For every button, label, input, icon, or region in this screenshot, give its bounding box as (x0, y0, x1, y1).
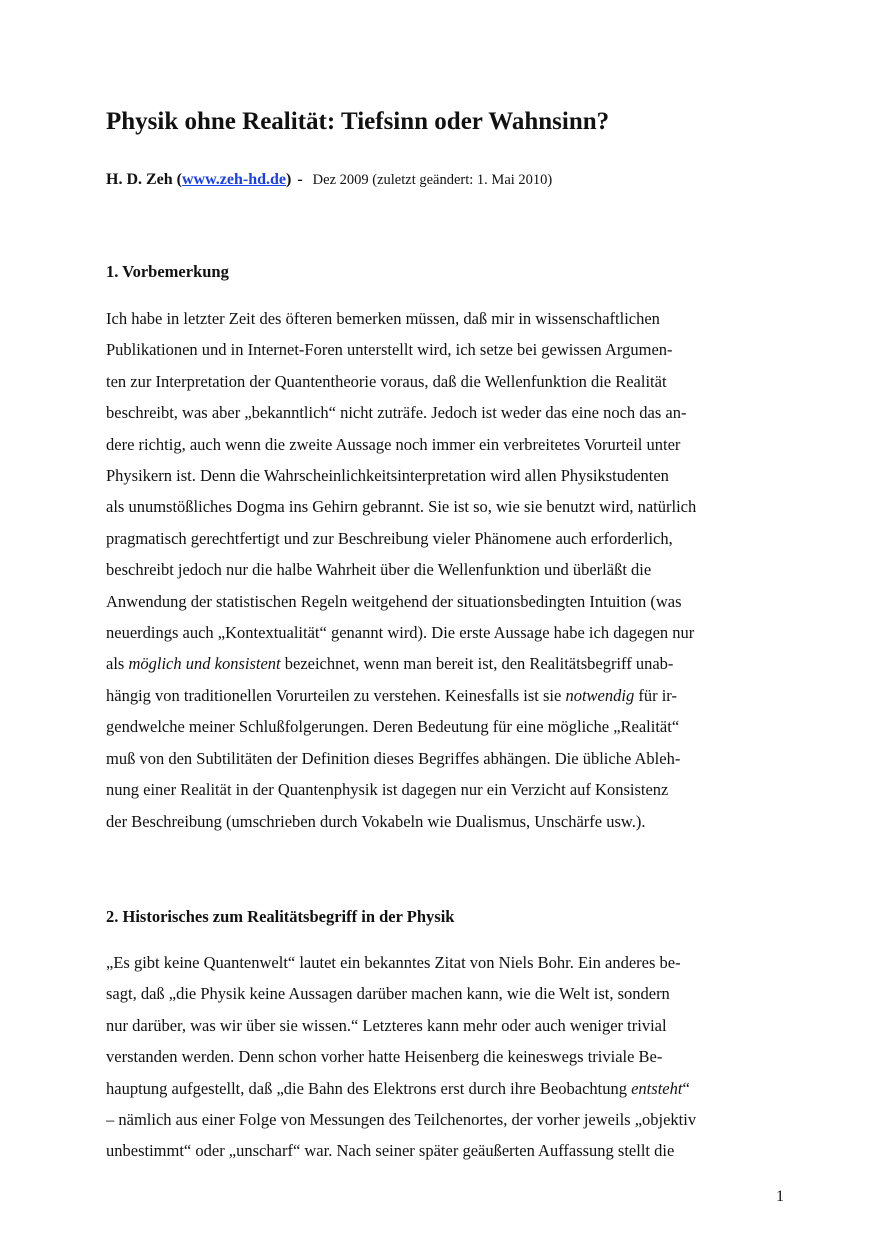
section-paragraph-2 (106, 947, 790, 1167)
section-paragraph-1 (106, 303, 790, 837)
document-title: Physik ohne Realität: Tiefsinn oder Wahnsinn? (106, 108, 610, 135)
text-line: muß von den Subtilitäten der Definition dieses Begriffes abhängen. Die übliche Ableh- (106, 748, 681, 768)
text-line: hängig von traditionellen Vorurteilen zu verstehen. Keinesfalls ist sie notwendig für ir- (106, 685, 677, 705)
text-line: gendwelche meiner Schlußfolgerungen. Deren Bedeutung für eine mögliche „Realität“ (106, 717, 680, 737)
text-line: sagt, daß „die Physik keine Aussagen darüber machen kann, wie die Welt ist, sondern (106, 984, 670, 1004)
author-paren-close: ) (286, 171, 292, 188)
text-line: als unumstößliches Dogma ins Gehirn gebrannt. Sie ist so, wie sie benutzt wird, natürlich (106, 497, 697, 517)
author-separator: - (297, 171, 303, 188)
section-heading-1: 1. Vorbemerkung (106, 262, 229, 281)
text-line: ten zur Interpretation der Quantentheorie voraus, daß die Wellenfunktion die Realität (106, 371, 667, 391)
text-line: unbestimmt“ oder „unscharf“ war. Nach seiner später geäußerten Auffassung stellt die (106, 1141, 675, 1161)
text-line: Ich habe in letzter Zeit des öfteren bemerken müssen, daß mir in wissenschaftlichen (106, 309, 660, 328)
text-line: verstanden werden. Denn schon vorher hatte Heisenberg die keineswegs triviale Be- (106, 1047, 663, 1067)
page-number: 1 (776, 1188, 784, 1205)
section-heading-2: 2. Historisches zum Realitätsbegriff in der Physik (106, 907, 455, 926)
text-line: Anwendung der statistischen Regeln weitgehend der situationsbedingten Intuition (was (106, 591, 682, 611)
text-line: als möglich und konsistent bezeichnet, wenn man bereit ist, den Realitätsbegriff unab- (106, 654, 674, 674)
text-line: nur darüber, was wir über sie wissen.“ Letzteres kann mehr oder auch weniger trivial (106, 1015, 667, 1035)
author-website-link[interactable]: www.zeh-hd.de (182, 171, 287, 188)
author-name: H. D. Zeh ( (106, 171, 182, 188)
text-line: nung einer Realität in der Quantenphysik ist dagegen nur ein Verzicht auf Konsistenz (106, 780, 669, 800)
text-line: der Beschreibung (umschrieben durch Vokabeln wie Dualismus, Unschärfe usw.). (106, 811, 646, 831)
document-date: Dez 2009 (zuletzt geändert: 1. Mai 2010) (312, 172, 553, 188)
text-line: pragmatisch gerechtfertigt und zur Beschreibung vieler Phänomene auch erforderlich, (106, 528, 673, 548)
text-line: dere richtig, auch wenn die zweite Aussage noch immer ein verbreitetes Vorurteil unter (106, 434, 681, 454)
text-line: „Es gibt keine Quantenwelt“ lautet ein bekanntes Zitat von Niels Bohr. Ein anderes be- (106, 953, 681, 972)
text-line: neuerdings auch „Kontextualität“ genannt wird). Die erste Aussage habe ich dagegen nur (106, 623, 695, 643)
text-line: hauptung aufgestellt, daß „die Bahn des Elektrons erst durch ihre Beobachtung entsteht“ (106, 1078, 690, 1098)
text-line: Physikern ist. Denn die Wahrscheinlichkeitsinterpretation wird allen Physikstudenten (106, 466, 669, 486)
author-line (106, 166, 552, 194)
text-line: Publikationen und in Internet-Foren unterstellt wird, ich setze bei gewissen Argumen- (106, 340, 673, 360)
text-line: – nämlich aus einer Folge von Messungen des Teilchenortes, der vorher jeweils „objektiv (106, 1110, 697, 1130)
text-line: beschreibt jedoch nur die halbe Wahrheit über die Wellenfunktion und überläßt die (106, 560, 652, 580)
text-line: beschreibt, was aber „bekanntlich“ nicht zuträfe. Jedoch ist weder das eine noch das an- (106, 403, 687, 423)
